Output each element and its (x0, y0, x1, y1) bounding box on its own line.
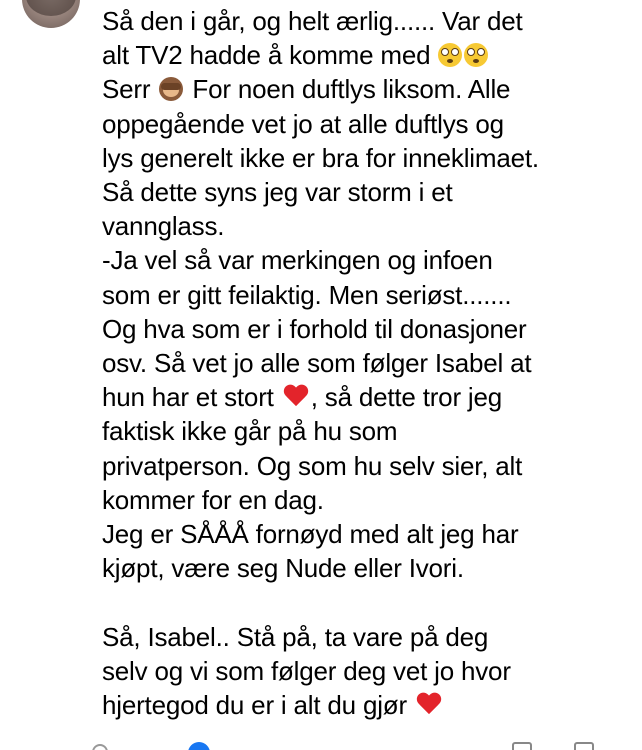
comment-line-21: hjertegod du er i alt du gjør (102, 690, 407, 721)
comment-line-18: kjøpt, være seg Nude eller Ivori. (102, 553, 464, 584)
comment-line-9: -Ja vel så var merkingen og infoen (102, 245, 493, 276)
comment-line-1: Så den i går, og helt ærlig...... Var det (102, 6, 523, 36)
comment-line-4: For noen duftlys liksom. Alle (192, 74, 511, 105)
comment-line-14: faktisk ikke går på hu som (102, 416, 398, 447)
flushed-face-icon (464, 43, 488, 67)
reaction-bar (0, 738, 642, 750)
comment-line-20: selv og vi som følger deg vet jo hvor (102, 655, 511, 686)
comment-line-8: vannglass. (102, 211, 225, 242)
comment-line-10: som er gitt feilaktig. Men seriøst....... (102, 279, 512, 310)
reaction-icon[interactable] (92, 744, 108, 750)
comment-text (102, 4, 622, 722)
copy-icon[interactable] (574, 742, 594, 750)
comment-line-16: kommer for en dag. (102, 484, 324, 515)
like-icon[interactable] (188, 742, 210, 750)
comment-line-17: Jeg er SÅÅÅ fornøyd med alt jeg har (102, 519, 519, 550)
comment-line-3: Serr (102, 74, 151, 105)
comment-line-15: privatperson. Og som hu selv sier, alt (102, 450, 523, 481)
comment-line-11: Og hva som er i forhold til donasjoner (102, 313, 527, 344)
comment-line-13b: , så dette tror jeg (310, 382, 503, 413)
comment-line-13a: hun har et stort (102, 382, 274, 413)
share-icon[interactable] (512, 742, 532, 750)
avatar-hair (26, 0, 76, 16)
comment-line-12: osv. Så vet jo alle som følger Isabel at (102, 348, 532, 379)
comment-line-6: lys generelt ikke er bra for inneklimaet. (102, 142, 539, 173)
comment-line-7: Så dette syns jeg var storm i et (102, 177, 453, 208)
red-heart-icon (283, 385, 309, 409)
comment-bubble (88, 0, 624, 736)
avatar[interactable] (22, 0, 80, 28)
flushed-face-icon (438, 43, 462, 67)
red-heart-icon (416, 693, 442, 717)
comment-line-2: alt TV2 hadde å komme med (102, 40, 431, 71)
comment-line-19: Så, Isabel.. Stå på, ta vare på deg (102, 621, 489, 652)
see-no-evil-monkey-icon (159, 77, 183, 101)
comment-line-5: oppegående vet jo at alle duftlys og (102, 108, 504, 139)
